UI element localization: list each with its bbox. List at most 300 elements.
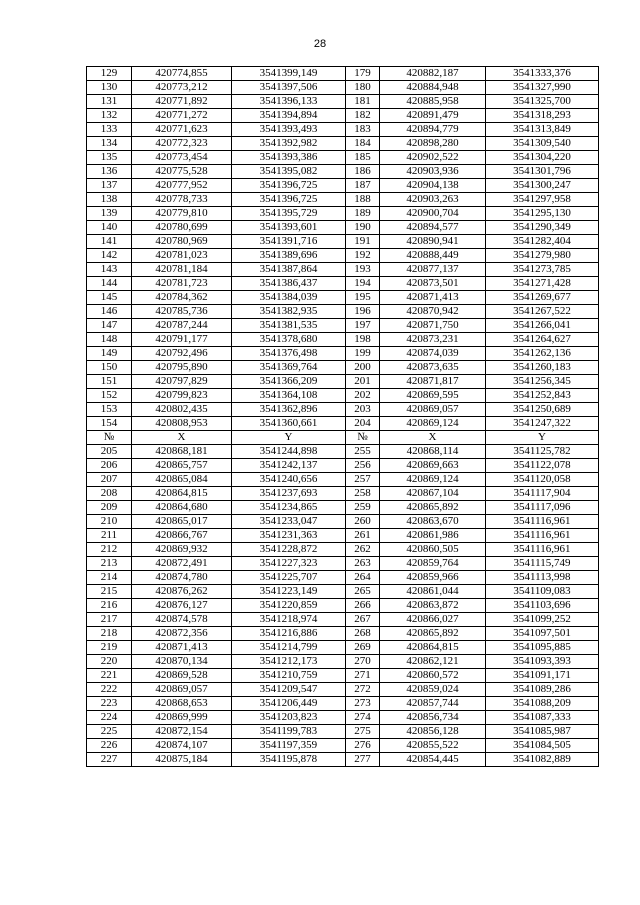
table-row <box>87 109 599 123</box>
table-row <box>87 403 599 417</box>
cell-point-number-right: 265 <box>346 585 380 599</box>
cell-point-number-left: 146 <box>87 305 132 319</box>
cell-point-number-left: 227 <box>87 753 132 767</box>
table-row <box>87 571 599 585</box>
cell-y-left: 3541197,359 <box>232 739 346 753</box>
table-row <box>87 683 599 697</box>
cell-y-left: 3541381,535 <box>232 319 346 333</box>
table-row <box>87 473 599 487</box>
cell-point-number-left: 130 <box>87 81 132 95</box>
cell-point-number-left: 213 <box>87 557 132 571</box>
cell-point-number-right: 274 <box>346 711 380 725</box>
cell-point-number-left: 132 <box>87 109 132 123</box>
table-row <box>87 277 599 291</box>
cell-point-number-left: 149 <box>87 347 132 361</box>
cell-x-right: 420855,522 <box>380 739 486 753</box>
cell-point-number-left: 215 <box>87 585 132 599</box>
cell-y-left: 3541378,680 <box>232 333 346 347</box>
cell-point-number-left: 222 <box>87 683 132 697</box>
cell-x-left: 420777,952 <box>132 179 232 193</box>
cell-x-left: 420780,699 <box>132 221 232 235</box>
cell-point-number-left: 223 <box>87 697 132 711</box>
cell-x-left: 420787,244 <box>132 319 232 333</box>
cell-point-number-right: 261 <box>346 529 380 543</box>
table-row <box>87 361 599 375</box>
cell-point-number-right: 183 <box>346 123 380 137</box>
cell-x-right: 420859,764 <box>380 557 486 571</box>
cell-y-left: 3541199,783 <box>232 725 346 739</box>
cell-y-right: 3541271,428 <box>486 277 599 291</box>
cell-point-number-right: 190 <box>346 221 380 235</box>
table-row <box>87 179 599 193</box>
cell-x-left: 420864,815 <box>132 487 232 501</box>
cell-y-right: 3541304,220 <box>486 151 599 165</box>
cell-point-number-left: 219 <box>87 641 132 655</box>
table-row <box>87 291 599 305</box>
cell-y-left: 3541231,363 <box>232 529 346 543</box>
cell-point-number-right: 200 <box>346 361 380 375</box>
cell-x-right: X <box>380 431 486 445</box>
cell-y-left: 3541396,133 <box>232 95 346 109</box>
cell-point-number-right: 201 <box>346 375 380 389</box>
cell-point-number-left: 221 <box>87 669 132 683</box>
table-row <box>87 207 599 221</box>
cell-point-number-left: 152 <box>87 389 132 403</box>
cell-point-number-right: 199 <box>346 347 380 361</box>
cell-x-right: 420856,128 <box>380 725 486 739</box>
cell-point-number-left: 217 <box>87 613 132 627</box>
cell-y-left: 3541216,886 <box>232 627 346 641</box>
cell-x-left: 420869,057 <box>132 683 232 697</box>
cell-y-left: 3541386,437 <box>232 277 346 291</box>
cell-point-number-right: 185 <box>346 151 380 165</box>
cell-x-right: 420903,263 <box>380 193 486 207</box>
cell-x-right: 420869,124 <box>380 417 486 431</box>
cell-x-right: 420859,966 <box>380 571 486 585</box>
cell-point-number-left: 218 <box>87 627 132 641</box>
table-row <box>87 641 599 655</box>
cell-point-number-right: 270 <box>346 655 380 669</box>
cell-x-right: 420904,138 <box>380 179 486 193</box>
cell-point-number-left: 131 <box>87 95 132 109</box>
cell-x-left: 420869,932 <box>132 543 232 557</box>
cell-x-right: 420866,027 <box>380 613 486 627</box>
table-row <box>87 417 599 431</box>
cell-y-right: 3541295,130 <box>486 207 599 221</box>
cell-y-right: 3541122,078 <box>486 459 599 473</box>
cell-x-left: 420771,272 <box>132 109 232 123</box>
cell-y-right: 3541113,998 <box>486 571 599 585</box>
table-row <box>87 515 599 529</box>
cell-x-right: 420856,734 <box>380 711 486 725</box>
cell-y-right: 3541252,843 <box>486 389 599 403</box>
table-row <box>87 543 599 557</box>
cell-x-right: 420877,137 <box>380 263 486 277</box>
cell-y-left: 3541395,729 <box>232 207 346 221</box>
cell-x-left: 420865,757 <box>132 459 232 473</box>
cell-y-left: 3541237,693 <box>232 487 346 501</box>
cell-x-left: 420779,810 <box>132 207 232 221</box>
table-row <box>87 151 599 165</box>
table-row <box>87 557 599 571</box>
cell-y-left: 3541364,108 <box>232 389 346 403</box>
cell-x-right: 420867,104 <box>380 487 486 501</box>
cell-point-number-right: 203 <box>346 403 380 417</box>
table-row <box>87 123 599 137</box>
cell-point-number-right: 256 <box>346 459 380 473</box>
cell-point-number-right: 179 <box>346 67 380 81</box>
cell-x-right: 420868,114 <box>380 445 486 459</box>
cell-point-number-left: 144 <box>87 277 132 291</box>
cell-point-number-left: 143 <box>87 263 132 277</box>
cell-x-right: 420857,744 <box>380 697 486 711</box>
table-row <box>87 95 599 109</box>
cell-y-right: 3541247,322 <box>486 417 599 431</box>
cell-x-right: 420882,187 <box>380 67 486 81</box>
cell-point-number-left: 145 <box>87 291 132 305</box>
cell-y-right: 3541273,785 <box>486 263 599 277</box>
table-row <box>87 459 599 473</box>
cell-y-left: 3541397,506 <box>232 81 346 95</box>
cell-x-right: 420862,121 <box>380 655 486 669</box>
cell-point-number-left: 211 <box>87 529 132 543</box>
cell-point-number-left: 154 <box>87 417 132 431</box>
cell-point-number-left: 212 <box>87 543 132 557</box>
page-number: 28 <box>313 38 327 50</box>
table-row <box>87 165 599 179</box>
cell-point-number-left: 153 <box>87 403 132 417</box>
cell-x-right: 420884,948 <box>380 81 486 95</box>
cell-y-left: Y <box>232 431 346 445</box>
cell-y-right: 3541116,961 <box>486 543 599 557</box>
cell-x-right: 420864,815 <box>380 641 486 655</box>
cell-x-right: 420871,413 <box>380 291 486 305</box>
cell-y-right: 3541264,627 <box>486 333 599 347</box>
cell-x-right: 420871,750 <box>380 319 486 333</box>
cell-point-number-right: 277 <box>346 753 380 767</box>
cell-point-number-left: 151 <box>87 375 132 389</box>
cell-y-left: 3541195,878 <box>232 753 346 767</box>
cell-y-right: 3541309,540 <box>486 137 599 151</box>
cell-point-number-left: 206 <box>87 459 132 473</box>
cell-point-number-left: 137 <box>87 179 132 193</box>
cell-x-right: 420860,572 <box>380 669 486 683</box>
table-row <box>87 249 599 263</box>
table-row <box>87 627 599 641</box>
cell-y-left: 3541391,716 <box>232 235 346 249</box>
cell-y-left: 3541362,896 <box>232 403 346 417</box>
cell-x-left: 420784,362 <box>132 291 232 305</box>
cell-y-right: 3541116,961 <box>486 529 599 543</box>
table-row <box>87 529 599 543</box>
cell-x-left: 420864,680 <box>132 501 232 515</box>
cell-point-number-right: 275 <box>346 725 380 739</box>
cell-y-right: 3541297,958 <box>486 193 599 207</box>
cell-y-right: 3541089,286 <box>486 683 599 697</box>
table-row <box>87 739 599 753</box>
cell-y-left: 3541206,449 <box>232 697 346 711</box>
cell-x-left: 420773,454 <box>132 151 232 165</box>
cell-x-left: 420869,528 <box>132 669 232 683</box>
cell-point-number-right: 271 <box>346 669 380 683</box>
cell-y-right: 3541091,171 <box>486 669 599 683</box>
table-row <box>87 347 599 361</box>
cell-y-right: 3541333,376 <box>486 67 599 81</box>
table-row <box>87 599 599 613</box>
cell-point-number-right: 255 <box>346 445 380 459</box>
cell-y-right: 3541301,796 <box>486 165 599 179</box>
cell-point-number-left: 148 <box>87 333 132 347</box>
cell-y-left: 3541395,082 <box>232 165 346 179</box>
cell-y-left: 3541399,149 <box>232 67 346 81</box>
cell-point-number-right: 259 <box>346 501 380 515</box>
cell-point-number-left: 226 <box>87 739 132 753</box>
cell-point-number-left: 136 <box>87 165 132 179</box>
cell-x-right: 420869,663 <box>380 459 486 473</box>
cell-point-number-right: 268 <box>346 627 380 641</box>
cell-x-right: 420890,941 <box>380 235 486 249</box>
cell-point-number-right: 194 <box>346 277 380 291</box>
table-row <box>87 305 599 319</box>
cell-x-left: 420872,491 <box>132 557 232 571</box>
cell-x-left: 420780,969 <box>132 235 232 249</box>
cell-y-left: 3541228,872 <box>232 543 346 557</box>
cell-x-right: 420898,280 <box>380 137 486 151</box>
cell-x-left: 420869,999 <box>132 711 232 725</box>
cell-point-number-left: 138 <box>87 193 132 207</box>
cell-point-number-right: 195 <box>346 291 380 305</box>
cell-y-left: 3541393,601 <box>232 221 346 235</box>
cell-x-right: 420869,124 <box>380 473 486 487</box>
cell-x-right: 420874,039 <box>380 347 486 361</box>
cell-x-right: 420859,024 <box>380 683 486 697</box>
cell-y-right: 3541279,980 <box>486 249 599 263</box>
cell-point-number-left: 140 <box>87 221 132 235</box>
cell-point-number-left: 220 <box>87 655 132 669</box>
cell-y-right: 3541087,333 <box>486 711 599 725</box>
cell-point-number-left: 210 <box>87 515 132 529</box>
cell-x-right: 420869,595 <box>380 389 486 403</box>
cell-y-left: 3541240,656 <box>232 473 346 487</box>
cell-point-number-right: 186 <box>346 165 380 179</box>
cell-point-number-right: 191 <box>346 235 380 249</box>
cell-y-right: 3541103,696 <box>486 599 599 613</box>
cell-x-right: 420865,892 <box>380 627 486 641</box>
cell-x-right: 420891,479 <box>380 109 486 123</box>
cell-point-number-left: 134 <box>87 137 132 151</box>
table-row <box>87 669 599 683</box>
cell-y-left: 3541376,498 <box>232 347 346 361</box>
cell-x-left: 420795,890 <box>132 361 232 375</box>
cell-point-number-right: 192 <box>346 249 380 263</box>
table-row <box>87 585 599 599</box>
cell-point-number-right: 188 <box>346 193 380 207</box>
cell-x-right: 420861,986 <box>380 529 486 543</box>
cell-x-left: 420874,578 <box>132 613 232 627</box>
cell-point-number-right: 269 <box>346 641 380 655</box>
cell-x-left: 420781,184 <box>132 263 232 277</box>
cell-point-number-right: 180 <box>346 81 380 95</box>
cell-y-left: 3541387,864 <box>232 263 346 277</box>
cell-y-left: 3541393,386 <box>232 151 346 165</box>
cell-y-right: 3541282,404 <box>486 235 599 249</box>
cell-y-right: 3541097,501 <box>486 627 599 641</box>
cell-point-number-right: 276 <box>346 739 380 753</box>
cell-x-right: 420873,231 <box>380 333 486 347</box>
cell-x-left: 420771,623 <box>132 123 232 137</box>
cell-x-left: 420874,780 <box>132 571 232 585</box>
cell-x-left: 420876,262 <box>132 585 232 599</box>
cell-x-right: 420873,635 <box>380 361 486 375</box>
cell-y-right: 3541117,096 <box>486 501 599 515</box>
cell-y-right: 3541262,136 <box>486 347 599 361</box>
table-row <box>87 445 599 459</box>
cell-point-number-left: 207 <box>87 473 132 487</box>
table-row <box>87 613 599 627</box>
cell-x-left: 420778,733 <box>132 193 232 207</box>
cell-x-right: 420869,057 <box>380 403 486 417</box>
cell-x-left: 420865,084 <box>132 473 232 487</box>
cell-y-left: 3541384,039 <box>232 291 346 305</box>
cell-y-left: 3541382,935 <box>232 305 346 319</box>
cell-point-number-left: 133 <box>87 123 132 137</box>
cell-point-number-left: 139 <box>87 207 132 221</box>
cell-point-number-left: 205 <box>87 445 132 459</box>
cell-x-right: 420888,449 <box>380 249 486 263</box>
cell-y-right: Y <box>486 431 599 445</box>
cell-point-number-left: 214 <box>87 571 132 585</box>
cell-y-left: 3541392,982 <box>232 137 346 151</box>
cell-y-right: 3541125,782 <box>486 445 599 459</box>
cell-point-number-left: 208 <box>87 487 132 501</box>
cell-point-number-right: 267 <box>346 613 380 627</box>
coordinates-table <box>86 66 599 767</box>
cell-point-number-right: 184 <box>346 137 380 151</box>
cell-y-right: 3541260,183 <box>486 361 599 375</box>
cell-y-right: 3541120,058 <box>486 473 599 487</box>
cell-x-right: 420865,892 <box>380 501 486 515</box>
cell-x-right: 420894,779 <box>380 123 486 137</box>
cell-point-number-right: 258 <box>346 487 380 501</box>
cell-x-left: 420799,823 <box>132 389 232 403</box>
cell-y-left: 3541223,149 <box>232 585 346 599</box>
cell-point-number-left: № <box>87 431 132 445</box>
cell-point-number-right: 262 <box>346 543 380 557</box>
cell-x-right: 420861,044 <box>380 585 486 599</box>
cell-point-number-right: 202 <box>346 389 380 403</box>
cell-y-left: 3541396,725 <box>232 193 346 207</box>
cell-x-left: 420808,953 <box>132 417 232 431</box>
cell-y-left: 3541244,898 <box>232 445 346 459</box>
table-row <box>87 221 599 235</box>
cell-y-right: 3541313,849 <box>486 123 599 137</box>
cell-x-left: 420875,184 <box>132 753 232 767</box>
table-row <box>87 725 599 739</box>
cell-x-right: 420902,522 <box>380 151 486 165</box>
cell-y-right: 3541093,393 <box>486 655 599 669</box>
cell-x-left: 420871,413 <box>132 641 232 655</box>
cell-y-right: 3541084,505 <box>486 739 599 753</box>
cell-x-right: 420863,670 <box>380 515 486 529</box>
table-row <box>87 193 599 207</box>
cell-point-number-right: 257 <box>346 473 380 487</box>
cell-point-number-right: 263 <box>346 557 380 571</box>
table-row <box>87 333 599 347</box>
table-row <box>87 501 599 515</box>
cell-x-right: 420870,942 <box>380 305 486 319</box>
cell-y-right: 3541099,252 <box>486 613 599 627</box>
cell-y-left: 3541227,323 <box>232 557 346 571</box>
cell-point-number-left: 150 <box>87 361 132 375</box>
cell-x-right: 420885,958 <box>380 95 486 109</box>
cell-y-left: 3541396,725 <box>232 179 346 193</box>
cell-point-number-left: 135 <box>87 151 132 165</box>
cell-x-left: 420775,528 <box>132 165 232 179</box>
table-row <box>87 375 599 389</box>
cell-y-left: 3541366,209 <box>232 375 346 389</box>
cell-x-right: 420894,577 <box>380 221 486 235</box>
cell-y-left: 3541360,661 <box>232 417 346 431</box>
cell-point-number-left: 141 <box>87 235 132 249</box>
cell-y-right: 3541327,990 <box>486 81 599 95</box>
cell-y-right: 3541095,885 <box>486 641 599 655</box>
cell-y-left: 3541394,894 <box>232 109 346 123</box>
cell-y-left: 3541393,493 <box>232 123 346 137</box>
cell-x-left: 420771,892 <box>132 95 232 109</box>
cell-y-right: 3541256,345 <box>486 375 599 389</box>
cell-point-number-left: 209 <box>87 501 132 515</box>
cell-y-right: 3541250,689 <box>486 403 599 417</box>
cell-x-left: 420802,435 <box>132 403 232 417</box>
cell-y-right: 3541109,083 <box>486 585 599 599</box>
cell-point-number-right: 198 <box>346 333 380 347</box>
table-row <box>87 753 599 767</box>
cell-point-number-left: 129 <box>87 67 132 81</box>
cell-point-number-right: 273 <box>346 697 380 711</box>
cell-y-left: 3541203,823 <box>232 711 346 725</box>
cell-y-left: 3541389,696 <box>232 249 346 263</box>
cell-point-number-right: 266 <box>346 599 380 613</box>
cell-y-right: 3541115,749 <box>486 557 599 571</box>
cell-x-left: 420797,829 <box>132 375 232 389</box>
cell-y-right: 3541269,677 <box>486 291 599 305</box>
cell-point-number-left: 147 <box>87 319 132 333</box>
cell-x-right: 420871,817 <box>380 375 486 389</box>
cell-x-right: 420863,872 <box>380 599 486 613</box>
cell-point-number-right: 264 <box>346 571 380 585</box>
cell-y-right: 3541082,889 <box>486 753 599 767</box>
table-row <box>87 235 599 249</box>
table-row <box>87 487 599 501</box>
cell-point-number-left: 225 <box>87 725 132 739</box>
table-row <box>87 389 599 403</box>
cell-point-number-right: 204 <box>346 417 380 431</box>
cell-point-number-right: 189 <box>346 207 380 221</box>
cell-y-right: 3541300,247 <box>486 179 599 193</box>
cell-y-left: 3541225,707 <box>232 571 346 585</box>
cell-x-right: 420903,936 <box>380 165 486 179</box>
cell-x-right: 420854,445 <box>380 753 486 767</box>
table-row <box>87 319 599 333</box>
cell-y-left: 3541214,799 <box>232 641 346 655</box>
cell-x-left: 420872,356 <box>132 627 232 641</box>
cell-x-right: 420900,704 <box>380 207 486 221</box>
cell-x-left: 420868,653 <box>132 697 232 711</box>
table-header-row <box>87 431 599 445</box>
cell-point-number-right: 260 <box>346 515 380 529</box>
cell-x-left: 420876,127 <box>132 599 232 613</box>
cell-x-right: 420873,501 <box>380 277 486 291</box>
